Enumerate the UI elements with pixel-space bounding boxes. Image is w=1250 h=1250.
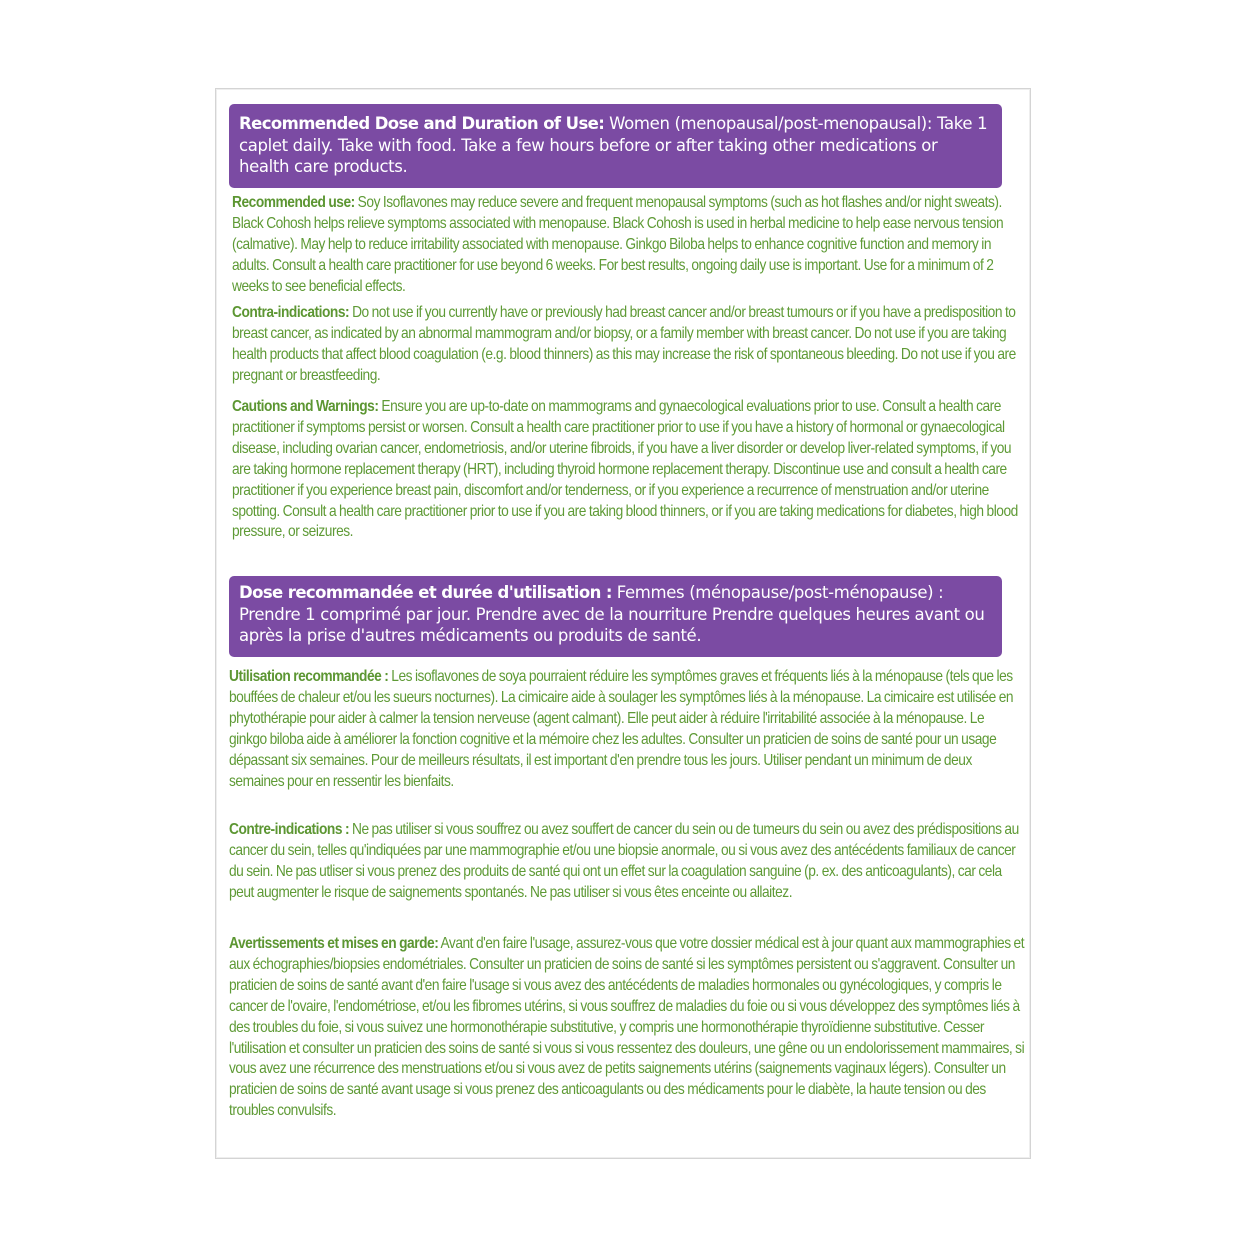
cautions-warnings-text: Ensure you are up-to-date on mammograms and gynaecological evaluations prior to use. Consult a health care practitioner if symptoms persist or worsen. Consult a health care practitioner prior to use if you have a history of hormonal or gynaecological disease, including ovarian cancer, endometriosis, and/or uterine fibroids, if you have a liver disorder or develop liver-related symptoms, if you are taking hormone replacement therapy (HRT), including thyroid hormone replacement therapy. Discontinue use and consult a health care practitioner if you experience breast pain, discomfort and/or tenderness, or if you experience a recurrence of menstruation and/or uterine spotting. Consult a health care practitioner prior to use if you are taking blood thinners, or if you are taking medications for diabetes, high blood pressure, or seizures. (232, 398, 1018, 541)
dose-text-english: Women (menopausal/post-menopausal): Take 1 caplet daily. Take with food. Take a few hours before or after taking other medications or health care products. (239, 114, 988, 176)
dose-box-english (229, 104, 1002, 188)
recommended-use-heading: Recommended use: (232, 194, 355, 211)
contra-indications-heading: Contra-indications: (232, 304, 350, 321)
recommended-use-french (229, 667, 1025, 792)
recommended-use-english (232, 193, 1028, 298)
dose-heading-french: Dose recommandée et durée d'utilisation : (239, 583, 612, 602)
utilisation-recommandee-heading: Utilisation recommandée : (229, 668, 389, 685)
contra-indications-english (232, 303, 1028, 387)
contre-indications-heading: Contre-indications : (229, 821, 350, 838)
contra-indications-text: Do not use if you currently have or previously had breast cancer and/or breast tumours or if you have a predisposition to breast cancer, as indicated by an abnormal mammogram and/or biopsy, or a family member with breast cancer. Do not use if you are taking health products that affect blood coagulation (e.g. blood thinners) as this may increase the risk of spontaneous bleeding. Do not use if you are pregnant or breastfeeding. (232, 304, 1016, 384)
contre-indications-text: Ne pas utiliser si vous souffrez ou avez souffert de cancer du sein ou de tumeurs du sein ou avez des prédispositions au cancer du sein, telles qu'indiquées par une mammographie et/ou une biopsie anormale, ou si vous avez des antécédents familiaux de cancer du sein. Ne pas utliser si vous prenez des produits de santé qui ont un effet sur la coagulation sanguine (p. ex. des anticoagulants), car cela peut augmenter le risque de saignements spontanés. Ne pas utiliser si vous êtes enceinte ou allaitez. (229, 821, 1019, 901)
cautions-warnings-heading: Cautions and Warnings: (232, 398, 379, 415)
label-panel (215, 88, 1031, 1159)
dose-box-french (229, 576, 1002, 657)
dose-text-french: Femmes (ménopause/post-ménopause) : Prendre 1 comprimé par jour. Prendre avec de la nourriture Prendre quelques heures avant ou après la prise d'autres médicaments ou produits de santé. (239, 583, 985, 645)
avertissements-text: Avant d'en faire l'usage, assurez-vous que votre dossier médical est à jour quant aux mammographies et aux échographies/biopsies endométriales. Consulter un praticien de soins de santé si les symptômes persistent ou s'aggravent. Consulter un praticien de soins de santé avant d'en faire l'usage si vous avez des antécédents de maladies hormonales ou gynécologiques, y compris le cancer de l'ovaire, l'endométriose, et/ou les fibromes utérins, si vous souffrez de maladies du foie ou si vous développez des symptômes liés à des troubles du foie, si vous suivez une hormonothérapie substitutive, y compris une hormonothérapie thyroïdienne substitutive. Cesser l'utilisation et consulter un praticien des soins de santé si vous si vous ressentez des douleurs, une gêne ou un endolorissement mammaires, si vous avez une récurrence des menstruations et/ou si vous avez de petits saignements utérins (saignements vaginaux légers). Consulter un praticien de soins de santé avant usage si vous prenez des anticoagulants ou des médicaments pour le diabète, la haute tension ou des troubles convulsifs. (229, 935, 1025, 1120)
utilisation-recommandee-text: Les isoflavones de soya pourraient réduire les symptômes graves et fréquents liés à la ménopause (tels que les bouffées de chaleur et/ou les sueurs nocturnes). La cimicaire aide à soulager les symptômes liés à la ménopause. La cimicaire est utilisée en phytothérapie pour aider à calmer la tension nerveuse (agent calmant). Elle peut aider à réduire l'irritabilité associée à la ménopause. Le ginkgo biloba aide à améliorer la fonction cognitive et la mémoire chez les adultes. Consulter un praticien de soins de santé pour un usage dépassant six semaines. Pour de meilleurs résultats, il est important d'en prendre tous les jours. Utiliser pendant un minimum de deux semaines pour en ressentir les bienfaits. (229, 668, 1014, 790)
contra-indications-french (229, 820, 1025, 904)
avertissements-heading: Avertissements et mises en garde: (229, 935, 439, 952)
recommended-use-text: Soy Isoflavones may reduce severe and frequent menopausal symptoms (such as hot flashes and/or night sweats). Black Cohosh helps relieve symptoms associated with menopause. Black Cohosh is used in herbal medicine to help ease nervous tension (calmative). May help to reduce irritability associated with menopause. Ginkgo Biloba helps to enhance cognitive function and memory in adults. Consult a health care practitioner for use beyond 6 weeks. For best results, ongoing daily use is important. Use for a minimum of 2 weeks to see beneficial effects. (232, 194, 1004, 295)
cautions-warnings-french (229, 934, 1025, 1122)
cautions-warnings-english (232, 397, 1028, 543)
dose-heading-english: Recommended Dose and Duration of Use: (239, 114, 605, 133)
